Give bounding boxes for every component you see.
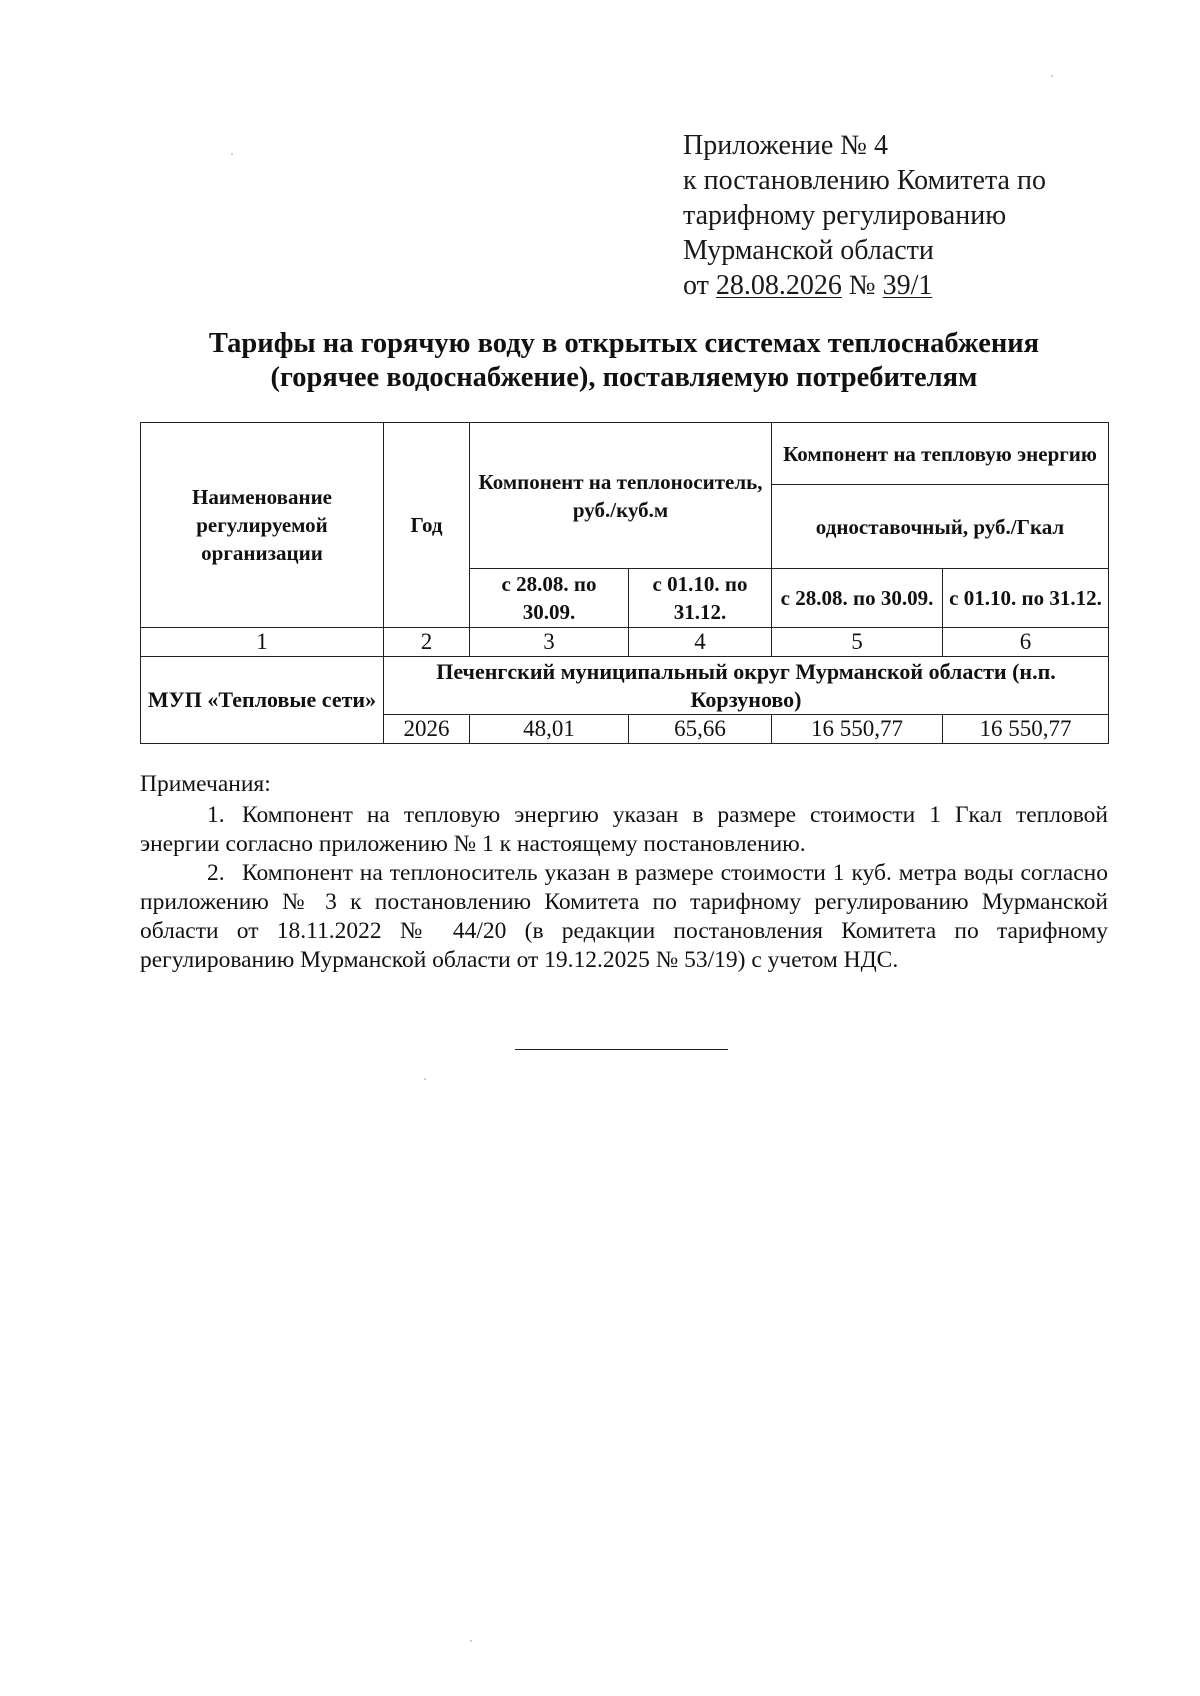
note-item-1 (140, 801, 1108, 859)
appendix-number: Приложение № 4 (683, 130, 888, 161)
header-period-energy-1: с 28.08. по 30.09. (772, 569, 943, 628)
closing-rule (515, 1049, 728, 1050)
column-number-1: 1 (141, 628, 384, 657)
resolution-date: 28.08.2026 (715, 270, 842, 301)
scan-speck (231, 153, 233, 155)
header-period-carrier-2: с 01.10. по 31.12. (629, 569, 772, 628)
note-number-1: 1. (207, 802, 225, 828)
tariff-year: 2026 (384, 715, 470, 744)
scan-speck (1051, 75, 1053, 77)
header-organization: Наименование регулируемой организации (141, 423, 384, 628)
resolution-number: 39/1 (882, 270, 933, 301)
appendix-resolution-line: к постановлению Комитета по (683, 165, 1046, 196)
header-heat-energy: Компонент на тепловую энергию (772, 423, 1109, 485)
note-number-2: 2. (207, 860, 225, 886)
column-number-3: 3 (470, 628, 629, 657)
appendix-header (683, 128, 1113, 303)
heat-energy-value-period-2: 16 550,77 (943, 715, 1109, 744)
number-prefix: № (848, 270, 876, 301)
appendix-committee-line: тарифному регулированию (683, 200, 1007, 231)
column-number-6: 6 (943, 628, 1109, 657)
notes-section (140, 770, 1108, 975)
organization-name: МУП «Тепловые сети» (141, 657, 384, 744)
note-text-1: Компонент на тепловую энергию указан в размере стоимости 1 Гкал тепловой энергии согласно приложению № 1 к настоящему постановлению. (140, 802, 1108, 857)
date-prefix: от (683, 270, 709, 301)
note-item-2 (140, 859, 1108, 975)
heat-carrier-value-period-1: 48,01 (470, 715, 629, 744)
document-title (140, 327, 1108, 395)
column-number-2: 2 (384, 628, 470, 657)
scan-speck (470, 1640, 472, 1642)
header-year: Год (384, 423, 470, 628)
note-text-2: Компонент на теплоноситель указан в размере стоимости 1 куб. метра воды согласно приложению № 3 к постановлению Комитета по тарифному регулированию Мурманской области от 18.11.2022 № 44/20 (в редакции постановления Комитета по тарифному регулированию Мурманской области от 19.12.2025 № 53/19) с учетом НДС. (140, 860, 1108, 973)
appendix-date-line (683, 268, 1113, 303)
document-title-line-1: Тарифы на горячую воду в открытых системах теплоснабжения (208, 328, 1040, 359)
municipal-district: Печенгский муниципальный округ Мурманской области (н.п. Корзуново) (384, 657, 1109, 715)
column-number-4: 4 (629, 628, 772, 657)
document-title-line-2: (горячее водоснабжение), поставляемую потребителям (270, 362, 978, 393)
notes-title: Примечания: (140, 771, 271, 797)
header-period-energy-2: с 01.10. по 31.12. (943, 569, 1109, 628)
heat-carrier-value-period-2: 65,66 (629, 715, 772, 744)
appendix-region-line: Мурманской области (683, 235, 934, 266)
column-number-5: 5 (772, 628, 943, 657)
heat-energy-value-period-1: 16 550,77 (772, 715, 943, 744)
header-single-rate: одноставочный, руб./Гкал (772, 485, 1109, 569)
header-period-carrier-1: с 28.08. по 30.09. (470, 569, 629, 628)
tariff-table (140, 422, 1109, 744)
scan-speck (424, 1078, 426, 1080)
header-heat-carrier: Компонент на теплоноситель, руб./куб.м (470, 423, 772, 569)
